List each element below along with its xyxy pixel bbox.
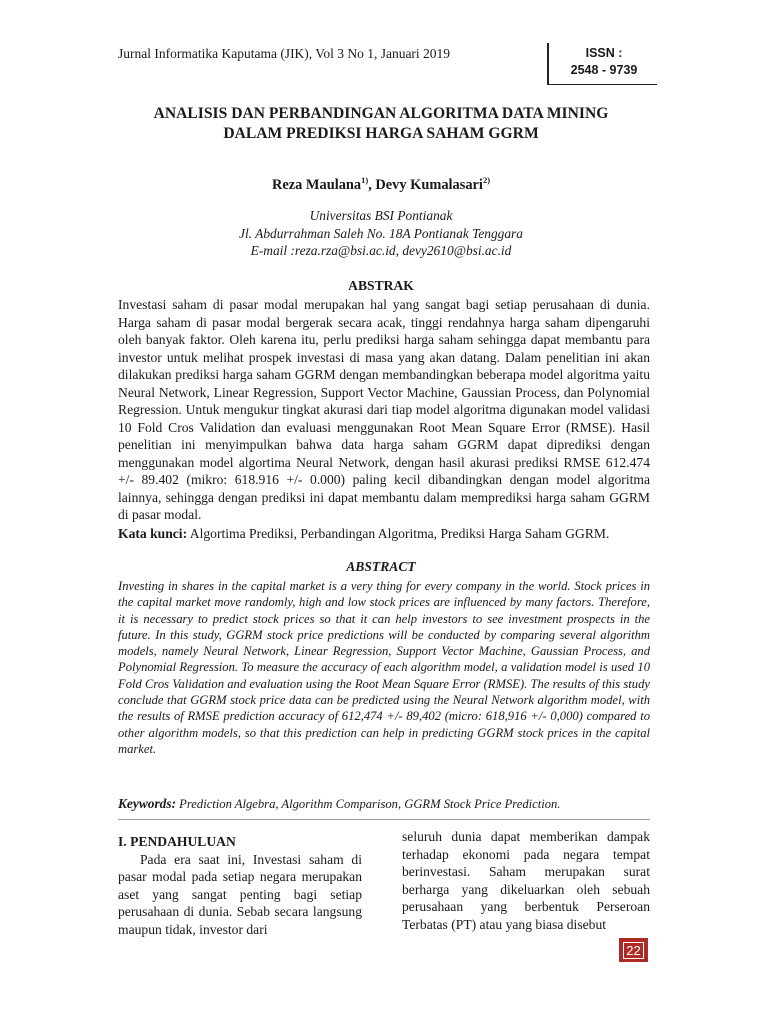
page-number: 22 bbox=[623, 942, 643, 959]
header-divider-horizontal bbox=[547, 84, 657, 85]
section-divider bbox=[118, 819, 650, 820]
abstrak-body: Investasi saham di pasar modal merupakan hal yang sangat bagi setiap perusahaan di dunia. Harga saham di pasar modal bergerak secara acak, tinggi rendahnya harga saham dipengaruhi oleh banyak faktor. Oleh karena itu, perlu prediksi harga saham sehingga dapat membantu para investor untuk melihat prospek investasi di masa yang akan datang. Dalam penelitian ini akan dilakukan prediksi harga saham GGRM dengan membandingkan beberapa model algoritma yaitu Neural Network, Linear Regression, Support Vector Machine, Gaussian Process, dan Polynomial Regression. Untuk mengukur tingkat akurasi dari tiap model algoritma digunakan model validasi 10 Fold Cros Validation dan evaluasi menggunakan Root Mean Square Error (RMSE). Hasil penelitian ini menyimpulkan bahwa data harga saham GGRM dapat diprediksi dengan menggunakan model algortima Neural Network, dengan hasil akurasi prediksi RMSE 612.474 +/- 89.402 (mikro: 618.916 +/- 0.000) paling kecil dibandingkan dengan model algoritma lainnya, sehingga dengan prediksi ini dapat membantu dalam memprediksi harga saham GGRM di pasar modal. bbox=[118, 297, 650, 522]
author-1-mark: 1) bbox=[361, 175, 369, 185]
paper-title bbox=[118, 104, 644, 143]
page-number-badge bbox=[619, 938, 648, 962]
author-2-mark: 2) bbox=[482, 175, 491, 185]
kata-kunci-label: Kata kunci: bbox=[118, 526, 188, 541]
abstrak-heading: ABSTRAK bbox=[348, 278, 414, 293]
issn-block bbox=[550, 45, 658, 79]
intro-paragraph-right: seluruh dunia dapat memberikan dampak terhadap ekonomi pada negara tempat berinvestasi. Saham merupakan surat berharga yang dikeluarkan oleh sebuah perusahaan yang berbentuk Perseroan Terbatas (PT) atau yang biasa disebut bbox=[402, 829, 650, 932]
abstract-body: Investing in shares in the capital market is a very thing for every company in the world. Stock prices in the capital market move randomly, high and low stock prices are influenced by many factors. Therefore, it is necessary to predict stock prices so that it can help investors to see investment prospects in the future. In this study, GGRM stock price predictions will be conducted by comparing several algorithm models, namely Neural Network, Linear Regression, Support Vector Machine, Gaussian Process, and Polynomial Regression. To measure the accuracy of each algorithm model, a validation model is used 10 Fold Cros Validation and evaluation using the Root Mean Square Error (RMSE). The results of this study conclude that GGRM stock price data can be predicted using the Neural Network algorithm model, with the results of RMSE prediction accuracy of 612,474 +/- 89,402 (micro: 618,916 +/- 0,000) compared to other algorithm models, so that this prediction can help in predicting GGRM stock prices in the capital market. bbox=[118, 579, 650, 756]
title-line-2: DALAM PREDIKSI HARGA SAHAM GGRM bbox=[223, 124, 539, 142]
title-line-1: ANALISIS DAN PERBANDINGAN ALGORITMA DATA MINING bbox=[153, 105, 609, 122]
author-list bbox=[118, 175, 644, 194]
affiliation bbox=[118, 207, 644, 260]
keywords-label: Keywords: bbox=[118, 796, 177, 811]
affiliation-institution: Universitas BSI Pontianak bbox=[309, 208, 453, 223]
author-1-name: Reza Maulana bbox=[271, 176, 362, 193]
abstract-heading: ABSTRACT bbox=[346, 559, 416, 574]
issn-label: ISSN : bbox=[585, 46, 623, 60]
affiliation-email: E-mail :reza.rza@bsi.ac.id, devy2610@bsi.ac.id bbox=[250, 243, 512, 258]
kata-kunci-value: Algortima Prediksi, Perbandingan Algoritma, Prediksi Harga Saham GGRM. bbox=[187, 526, 610, 541]
section-heading: I. PENDAHULUAN bbox=[118, 834, 236, 849]
kata-kunci bbox=[118, 526, 650, 542]
intro-paragraph-left: Pada era saat ini, Investasi saham di pasar modal pada setiap negara merupakan aset yang sangat penting bagi setiap perusahaan di dunia. Sebab secara langsung maupun tidak, investor dari bbox=[118, 851, 362, 937]
header-divider-vertical bbox=[547, 43, 549, 85]
journal-header: Jurnal Informatika Kaputama (JIK), Vol 3 No 1, Januari 2019 bbox=[118, 46, 451, 61]
body-column-right bbox=[402, 828, 650, 933]
issn-value: 2548 - 9739 bbox=[570, 63, 638, 77]
author-2-name: Devy Kumalasari bbox=[375, 176, 483, 193]
keywords bbox=[118, 796, 650, 812]
body-column-left bbox=[118, 833, 362, 938]
keywords-value: Prediction Algebra, Algorithm Comparison, GGRM Stock Price Prediction. bbox=[176, 797, 561, 811]
author-separator: , bbox=[368, 176, 376, 193]
affiliation-address: Jl. Abdurrahman Saleh No. 18A Pontianak Tenggara bbox=[239, 225, 523, 241]
